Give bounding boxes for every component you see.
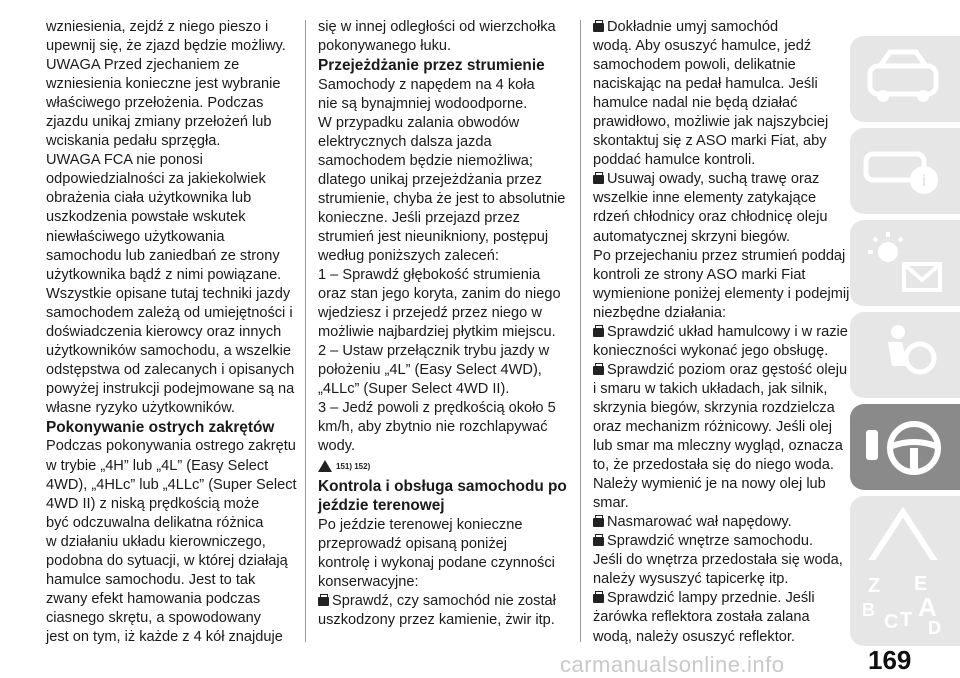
body-text-line: hamulce nadal nie będą działać <box>593 95 798 112</box>
body-text-line: przeprowadź opisaną poniżej <box>318 535 508 552</box>
body-text-line: obrażenia ciała użytkownika lub <box>46 190 252 207</box>
body-text-line: strumień jest nieunikniony, postępuj <box>318 228 549 245</box>
bullet-icon <box>593 328 604 337</box>
body-text-line: wzniesienia konieczne jest wybranie <box>46 76 281 93</box>
bullet-item <box>593 361 848 380</box>
body-text-line: km/h, aby zbytnio nie rozchlapywać <box>318 419 548 436</box>
svg-text:T: T <box>900 609 913 631</box>
bullet-text: Sprawdź, czy samochód nie został <box>332 592 556 609</box>
body-text-line: żarówka reflektora została zalana <box>593 609 810 626</box>
body-text-line: 2 – Ustaw przełącznik trybu jazdy w <box>318 343 550 360</box>
body-text-line: podobna do sytuacji, w której działają <box>46 552 288 569</box>
body-text-line: wzniesienia, zejdź z niego pieszo i <box>46 19 269 35</box>
body-text-line: się w innej odległości od wierzchołka <box>318 19 556 35</box>
bullet-text: Sprawdzić poziom oraz gęstość oleju <box>607 361 848 378</box>
body-text-line: wciskania pedału sprzęgła. <box>46 133 221 150</box>
car-dashboard-icon <box>858 44 948 114</box>
body-text-line: oraz mechanizm różnicowy. Jeśli olej <box>593 418 832 435</box>
body-text-line: W przypadku zalania obwodów <box>318 114 520 131</box>
tab-index[interactable] <box>850 560 960 646</box>
body-text-line: poddać hamulce kontroli. <box>593 152 756 169</box>
bullet-text: Sprawdzić lampy przednie. Jeśli <box>607 590 815 607</box>
body-text-line: wymienione poniżej elementy i podejmij <box>593 285 850 302</box>
body-text-line: odstępstwa od zalecanych i opisanych <box>46 361 295 378</box>
bullet-icon <box>318 597 329 606</box>
body-text-line: wjedziesz i przejedź przez niego w <box>318 305 542 322</box>
body-text-line: oraz stan jego koryta, zanim do niego <box>318 286 561 303</box>
body-text-line: rdzeń chłodnicy oraz chłodnicę oleju <box>593 209 828 226</box>
page-number: 169 <box>868 645 912 675</box>
bullet-text: Sprawdzić wnętrze samochodu. <box>607 533 814 550</box>
text-column-1 <box>46 18 296 647</box>
body-text-line: samochodem powoli, delikatnie <box>593 57 796 74</box>
body-text-line: według poniższych zaleceń: <box>318 248 499 265</box>
section-heading: Pokonywanie ostrych zakrętów <box>46 418 275 436</box>
bullet-text: Sprawdzić układ hamulcowy i w razie <box>607 323 848 340</box>
car-info-icon <box>858 136 948 206</box>
svg-text:D: D <box>928 618 941 638</box>
body-text-line: samochodu lub zaniedbań ze strony <box>46 247 280 264</box>
bullet-icon <box>593 518 604 527</box>
body-text-line: strumienie, chyba że jest to absolutnie <box>318 190 566 207</box>
body-text-line: wszelkie inne elementy zatykające <box>593 190 817 207</box>
body-text-line: UWAGA Przed zjechaniem ze <box>46 57 240 74</box>
body-text-line: Należy wymienić je na nowy olej lub <box>593 476 826 493</box>
bullet-item <box>593 18 843 37</box>
body-text-line: zwany efekt hamowania podczas <box>46 590 261 607</box>
body-text-line: uszkodzenia powstałe wskutek <box>46 209 246 226</box>
body-text-line: należy wysuszyć tapicerkę itp. <box>593 571 789 588</box>
section-heading: Przejeżdżanie przez strumienie <box>318 57 545 75</box>
body-text-line: 4WD II) z niską prędkością może <box>46 495 260 512</box>
body-text-line: automatycznej skrzyni biegów. <box>593 228 791 245</box>
body-text-line: uszkodzony przez kamienie, żwir itp. <box>318 611 555 628</box>
svg-text:B: B <box>862 600 875 620</box>
section-heading: jeździe terenowej <box>318 497 445 515</box>
svg-text:A: A <box>918 592 937 622</box>
body-text-line: naciskając na pedał hamulca. Jeśli <box>593 76 818 93</box>
body-text-line: dlatego unikaj przejeżdżania przez <box>318 171 542 188</box>
body-text-line: Samochody z napędem na 4 koła <box>318 76 535 93</box>
tab-driving[interactable] <box>850 404 960 490</box>
body-text-line: konieczne. Jeśli przejazd przez <box>318 209 520 226</box>
text-column-2 <box>318 18 568 630</box>
body-text-line: Po jeździe terenowej konieczne <box>318 516 523 533</box>
bullet-item <box>593 513 843 532</box>
body-text-line: wodą. Aby osuszyć hamulce, jedź <box>593 38 812 55</box>
body-text-line: w trybie „4H” lub „4L” (Easy Select <box>46 457 269 474</box>
body-text-line: niewłaściwego użytkowania <box>46 228 225 245</box>
body-text-line: lub smar ma mleczny wygląd, oznacza <box>593 438 843 455</box>
svg-text:E: E <box>914 573 928 595</box>
bullet-icon <box>593 366 604 375</box>
bullet-icon <box>593 175 604 184</box>
body-text-line: skrzynia biegów, skrzynia rozdzielcza <box>593 399 835 416</box>
body-text-line: Podczas pokonywania ostrego zakrętu <box>46 438 296 455</box>
bullet-text: Dokładnie umyj samochód <box>607 19 779 35</box>
body-text-line: upewnij się, że zjazd będzie możliwy. <box>46 38 286 55</box>
bullet-item <box>593 532 843 551</box>
bullet-item <box>593 323 848 342</box>
body-text-line: ciasnego skrętu, a spowodowany <box>46 609 261 626</box>
body-text-line: elektrycznych dalsza jazda <box>318 133 492 150</box>
body-text-line: położeniu „4L” (Easy Select 4WD), <box>318 362 542 379</box>
column-divider <box>305 20 306 642</box>
bullet-text: Nasmarować wał napędowy. <box>607 514 792 531</box>
svg-text:i: i <box>921 173 927 190</box>
steering-wheel-icon <box>858 412 948 482</box>
body-text-line: jest on tym, iż każde z 4 kół znajduje <box>46 628 283 645</box>
body-text-line: niezbędne działania: <box>593 304 727 321</box>
body-text-line: „4LLc” (Super Select 4WD II). <box>318 381 510 398</box>
warning-reference <box>318 457 568 477</box>
body-text-line: pokonywanego łuku. <box>318 38 452 55</box>
tab-info[interactable] <box>850 128 960 214</box>
bullet-item <box>593 170 843 189</box>
body-text-line: hamulce samochodu. Jest to tak <box>46 571 256 588</box>
bullet-item <box>318 592 568 611</box>
body-text-line: użytkowników samochodu, a wszelkie <box>46 342 291 359</box>
body-text-line: doświadczenia kierowcy oraz innych <box>46 323 282 340</box>
body-text-line: kontroli ze strony ASO marki Fiat <box>593 266 806 283</box>
body-text-line: kontrolę i wykonaj podane czynności <box>318 554 555 571</box>
svg-text:C: C <box>884 611 899 633</box>
light-warning-icon <box>858 228 948 298</box>
bullet-icon <box>593 594 604 603</box>
text-column-3 <box>593 18 850 647</box>
body-text-line: użytkownika bądź z nimi powiązane. <box>46 266 282 283</box>
body-text-line: odpowiedzialności za jakiekolwiek <box>46 171 266 188</box>
body-text-line: nie są bynajmniej wodoodporne. <box>318 95 528 112</box>
body-text-line: skontaktuj się z ASO marki Fiat, aby <box>593 133 827 150</box>
tab-lights[interactable] <box>850 220 960 306</box>
body-text-line: Jeśli do wnętrza przedostała się woda, <box>593 552 843 569</box>
body-text-line: Po przejechaniu przez strumień poddaj <box>593 247 846 264</box>
body-text-line: samochodem zależą od umiejętności i <box>46 304 293 321</box>
body-text-line: być odczuwalna delikatna różnica <box>46 514 264 531</box>
body-text-line: 4WD), „4HLc” lub „4LLc” (Super Select <box>46 476 297 493</box>
body-text-line: to, że przedostała się do niego woda. <box>593 457 834 474</box>
tab-dashboard[interactable] <box>850 36 960 122</box>
body-text-line: możliwie najbardziej płytkim miejscu. <box>318 324 556 341</box>
body-text-line: zjazdu unikaj zmiany przełożeń lub <box>46 114 272 131</box>
body-text-line: konieczności wykonać jego obsługę. <box>593 342 829 359</box>
body-text-line: konserwacyjne: <box>318 573 419 590</box>
column-divider <box>580 20 581 642</box>
bullet-icon <box>593 23 604 32</box>
bullet-icon <box>593 537 604 546</box>
warning-triangle-icon <box>318 460 332 472</box>
body-text-line: UWAGA FCA nie ponosi <box>46 152 203 169</box>
svg-text:Z: Z <box>868 575 881 597</box>
watermark: carmanualsonline.info <box>560 652 785 677</box>
body-text-line: wodą, należy osuszyć reflektor. <box>593 628 795 645</box>
body-text-line: Wszystkie opisane tutaj techniki jazdy <box>46 285 291 302</box>
tab-safety[interactable] <box>850 312 960 398</box>
bullet-text: Usuwaj owady, suchą trawę oraz <box>607 171 820 188</box>
alphabet-index-icon <box>858 568 948 638</box>
warning-reference-numbers: 151) 152) <box>336 461 371 471</box>
section-heading: Kontrola i obsługa samochodu po <box>318 477 567 495</box>
body-text-line: właściwego przełożenia. Podczas <box>46 95 264 112</box>
airbag-icon <box>858 320 948 390</box>
bullet-item <box>593 589 843 608</box>
body-text-line: prawidłowo, możliwie jak najszybciej <box>593 114 829 131</box>
body-text-line: 1 – Sprawdź głębokość strumienia <box>318 267 541 284</box>
body-text-line: samochodem będzie niemożliwa; <box>318 152 533 169</box>
body-text-line: i smaru w takich układach, jak silnik, <box>593 380 828 397</box>
body-text-line: wody. <box>318 438 356 455</box>
body-text-line: powyżej instrukcji podejmowane są na <box>46 380 295 397</box>
body-text-line: 3 – Jedź powoli z prędkością około 5 <box>318 400 556 417</box>
body-text-line: w działaniu układu kierowniczego, <box>46 533 266 550</box>
body-text-line: własne ryzyko użytkowników. <box>46 399 235 416</box>
body-text-line: smar. <box>593 495 629 512</box>
